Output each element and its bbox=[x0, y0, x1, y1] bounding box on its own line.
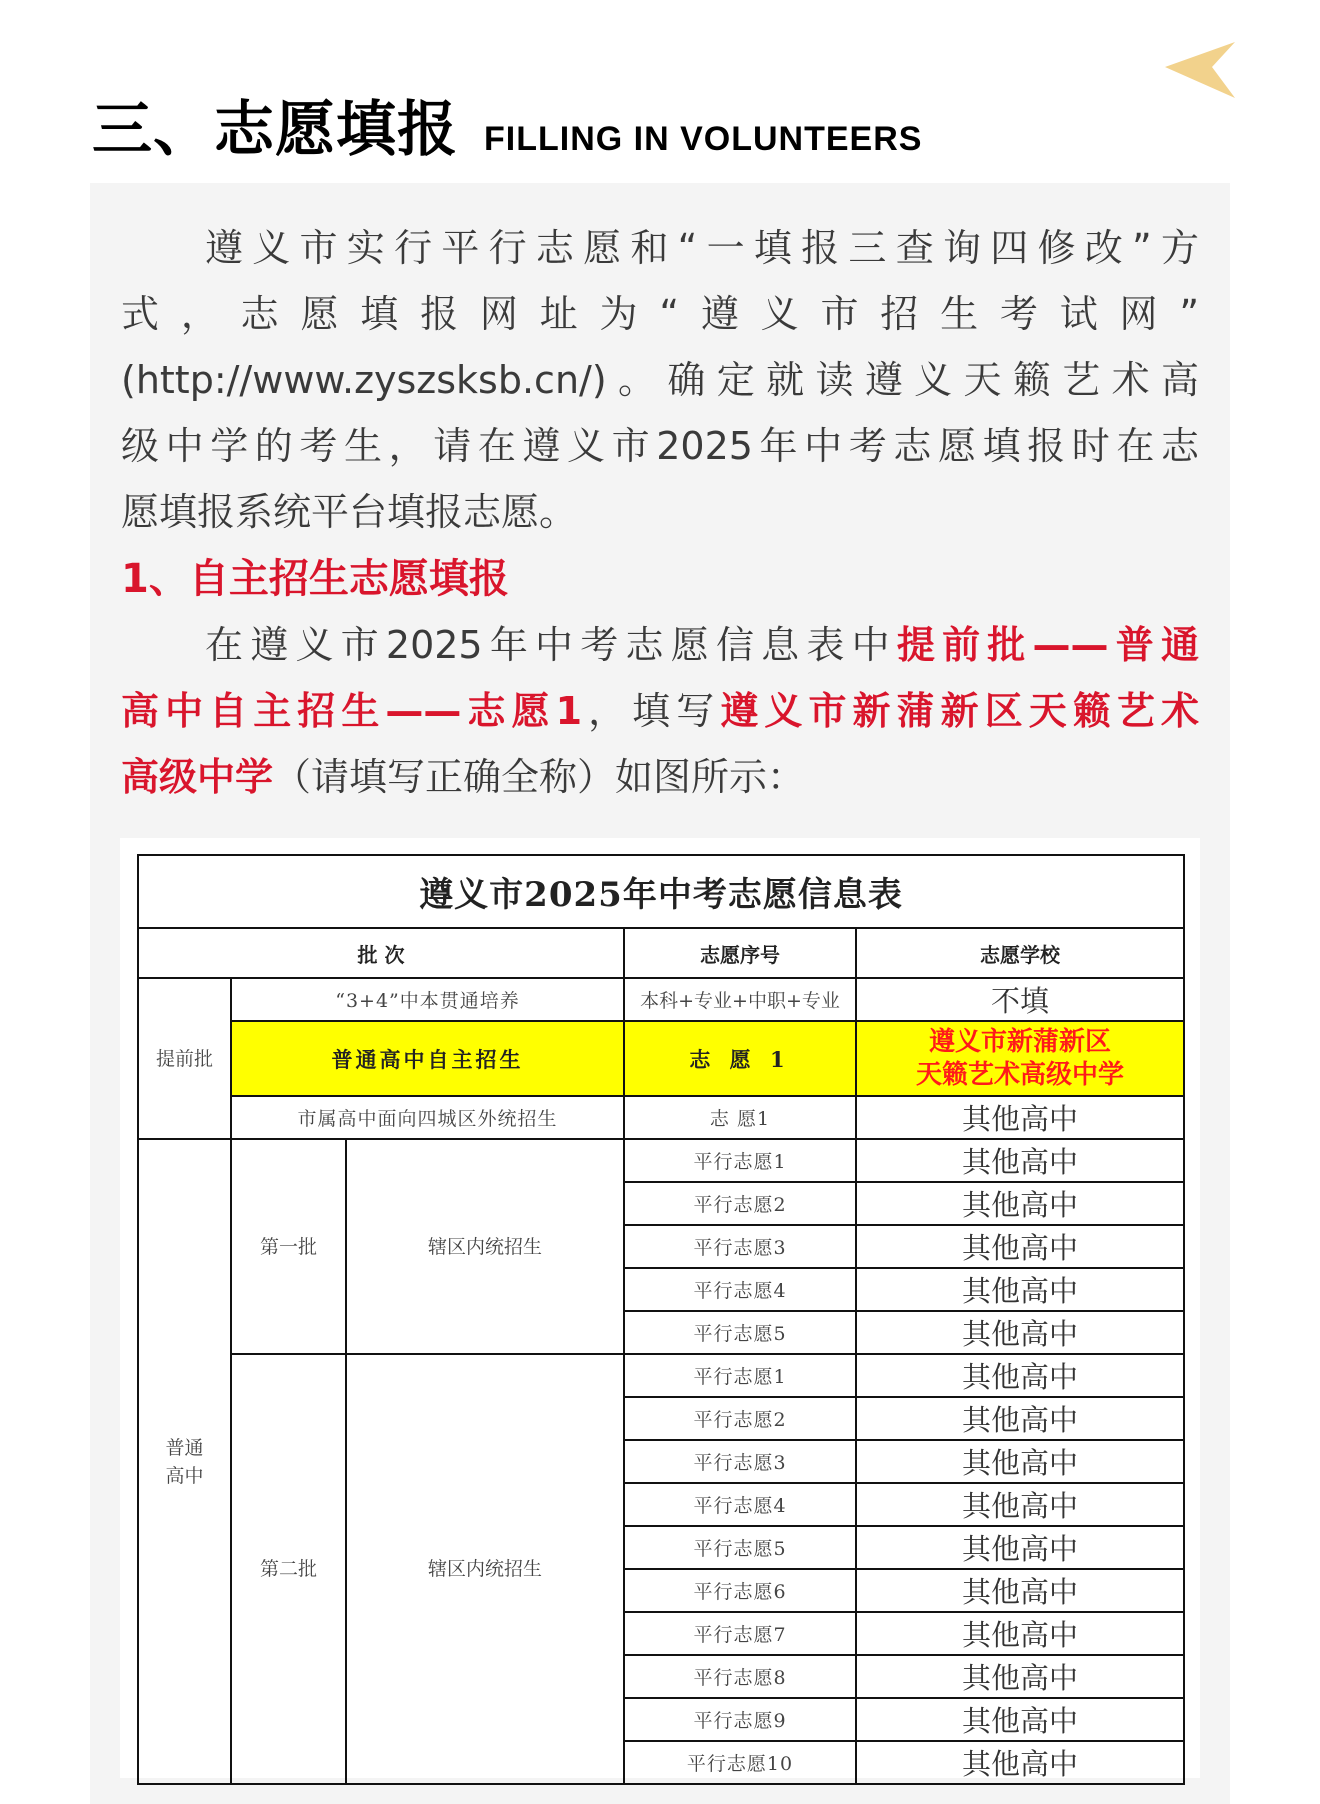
table-row bbox=[138, 1096, 1184, 1139]
header-sequence: 志愿序号 bbox=[624, 928, 856, 978]
table-row bbox=[138, 978, 1184, 1021]
row-sequence: 本科+专业+中职+专业 bbox=[624, 978, 856, 1021]
instruction-highlight: 高级中学 bbox=[121, 755, 274, 799]
instruction-line bbox=[121, 678, 1199, 744]
row-name: 市属高中面向四城区外统招生 bbox=[231, 1096, 624, 1139]
row-sequence: 平行志愿5 bbox=[624, 1311, 856, 1354]
row-school: 其他高中 bbox=[856, 1311, 1184, 1354]
intro-line: 级中学的考生，请在遵义市2025年中考志愿填报时在志 bbox=[121, 424, 1199, 468]
row-school: 其他高中 bbox=[856, 1698, 1184, 1741]
row-sequence: 平行志愿1 bbox=[624, 1354, 856, 1397]
section-title-cn: 三、志愿填报 bbox=[92, 95, 458, 165]
row-school: 其他高中 bbox=[856, 1397, 1184, 1440]
row-sequence: 平行志愿9 bbox=[624, 1698, 856, 1741]
row-school: 其他高中 bbox=[856, 1139, 1184, 1182]
row-sequence: 平行志愿3 bbox=[624, 1225, 856, 1268]
row-sequence: 平行志愿1 bbox=[624, 1139, 856, 1182]
intro-line: (http://www.zyszsksb.cn/)。确定就读遵义天籁艺术高 bbox=[121, 358, 1199, 402]
intro-line: 愿填报系统平台填报志愿。 bbox=[121, 490, 578, 534]
instruction-line bbox=[121, 612, 1199, 678]
row-school: 其他高中 bbox=[856, 1225, 1184, 1268]
table-title: 遵义市2025年中考志愿信息表 bbox=[138, 855, 1184, 928]
row-school: 其他高中 bbox=[856, 1182, 1184, 1225]
instruction-text: 在遵义市2025年中考志愿信息表中 bbox=[205, 623, 897, 667]
label-line: 普通 bbox=[165, 1436, 204, 1459]
row-name: 普通高中自主招生 bbox=[231, 1021, 624, 1096]
row-school: 其他高中 bbox=[856, 1268, 1184, 1311]
row-school: 其他高中 bbox=[856, 1483, 1184, 1526]
instruction-text: （请填写正确全称）如图所示： bbox=[273, 755, 806, 799]
row-sequence: 平行志愿5 bbox=[624, 1526, 856, 1569]
row-school: 其他高中 bbox=[856, 1569, 1184, 1612]
row-sequence: 平行志愿3 bbox=[624, 1440, 856, 1483]
row-sequence: 平行志愿2 bbox=[624, 1397, 856, 1440]
batch-type: 辖区内统招生 bbox=[346, 1139, 624, 1354]
row-sequence: 平行志愿6 bbox=[624, 1569, 856, 1612]
instruction-paragraph bbox=[121, 612, 1199, 810]
table-row-highlighted bbox=[138, 1021, 1184, 1096]
table-row bbox=[138, 1354, 1184, 1397]
row-school bbox=[856, 1021, 1184, 1096]
row-sequence: 平行志愿4 bbox=[624, 1483, 856, 1526]
school-line: 遵义市新蒲新区 bbox=[929, 1026, 1112, 1057]
intro-paragraph bbox=[121, 215, 1199, 545]
subsection-title: 1、自主招生志愿填报 bbox=[121, 556, 509, 602]
table-row bbox=[138, 1139, 1184, 1182]
instruction-highlight: 遵义市新蒲新区天籁艺术 bbox=[720, 689, 1199, 733]
row-sequence: 平行志愿4 bbox=[624, 1268, 856, 1311]
intro-line: 式，志愿填报网址为“遵义市招生考试网” bbox=[121, 292, 1199, 336]
row-sequence: 平行志愿10 bbox=[624, 1741, 856, 1784]
row-school: 其他高中 bbox=[856, 1655, 1184, 1698]
header-batch: 批 次 bbox=[138, 928, 624, 978]
school-line: 天籁艺术高级中学 bbox=[916, 1059, 1125, 1090]
arrow-left-icon bbox=[1165, 42, 1235, 98]
label-line: 高中 bbox=[165, 1464, 204, 1487]
row-school: 其他高中 bbox=[856, 1526, 1184, 1569]
row-sequence: 志 愿 1 bbox=[624, 1021, 856, 1096]
intro-line: 遵义市实行平行志愿和“一填报三查询四修改”方 bbox=[205, 226, 1199, 270]
row-name: “3+4”中本贯通培养 bbox=[231, 978, 624, 1021]
row-school: 其他高中 bbox=[856, 1354, 1184, 1397]
early-batch-label: 提前批 bbox=[138, 978, 231, 1139]
batch-label: 第一批 bbox=[231, 1139, 346, 1354]
header-school: 志愿学校 bbox=[856, 928, 1184, 978]
instruction-highlight: 高中自主招生——志愿1 bbox=[121, 689, 583, 733]
row-school: 其他高中 bbox=[856, 1440, 1184, 1483]
instruction-text: ，填写 bbox=[582, 689, 721, 733]
row-school: 其他高中 bbox=[856, 1741, 1184, 1784]
row-sequence: 平行志愿8 bbox=[624, 1655, 856, 1698]
general-high-label bbox=[138, 1139, 231, 1784]
row-sequence: 志 愿1 bbox=[624, 1096, 856, 1139]
row-sequence: 平行志愿7 bbox=[624, 1612, 856, 1655]
application-info-table bbox=[137, 854, 1185, 1785]
row-sequence: 平行志愿2 bbox=[624, 1182, 856, 1225]
batch-label: 第二批 bbox=[231, 1354, 346, 1784]
section-title-en: FILLING IN VOLUNTEERS bbox=[484, 120, 923, 158]
row-school: 其他高中 bbox=[856, 1096, 1184, 1139]
row-school: 其他高中 bbox=[856, 1612, 1184, 1655]
instruction-highlight: 提前批——普通 bbox=[896, 623, 1199, 667]
instruction-line bbox=[121, 744, 1199, 810]
batch-type: 辖区内统招生 bbox=[346, 1354, 624, 1784]
section-heading bbox=[92, 82, 923, 165]
row-school: 不填 bbox=[856, 978, 1184, 1021]
